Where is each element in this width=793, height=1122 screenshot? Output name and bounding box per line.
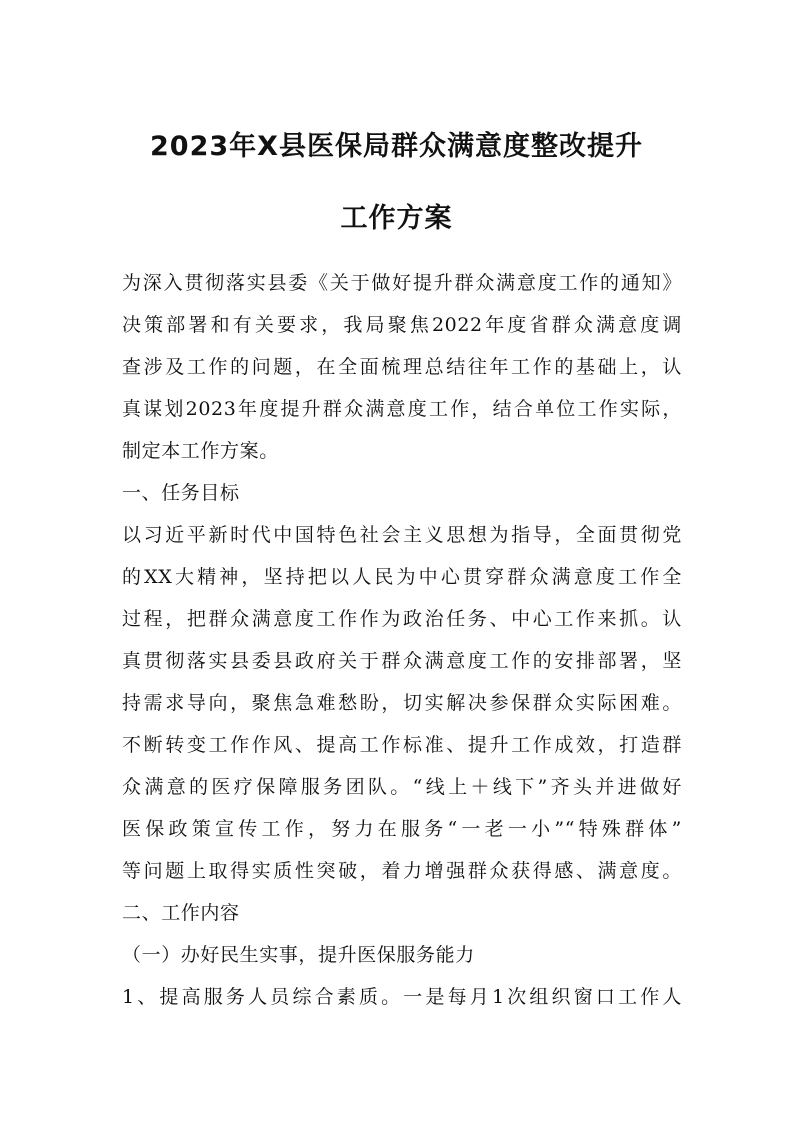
paragraph-line: 以习近平新时代中国特色社会主义思想为指导，全面贯彻党	[122, 524, 682, 546]
section-heading: 二、工作内容	[122, 902, 240, 924]
paragraph-line: 的XX大精神，坚持把以人民为中心贯穿群众满意度工作全	[122, 566, 682, 588]
paragraph-line: 不断转变工作作风、提高工作标准、提升工作成效，打造群	[122, 734, 682, 756]
document-title-line1: 2023年X县医保局群众满意度整改提升	[150, 131, 643, 162]
section-heading: 一、任务目标	[122, 482, 240, 504]
paragraph-line: 1、提高服务人员综合素质。一是每月1次组织窗口工作人	[122, 986, 682, 1008]
paragraph-line: 持需求导向，聚焦急难愁盼，切实解决参保群众实际困难。	[122, 692, 682, 714]
paragraph-line: 真贯彻落实县委县政府关于群众满意度工作的安排部署，坚	[122, 650, 682, 672]
document-title-line2: 工作方案	[340, 203, 453, 234]
subsection-heading: （一）办好民生实事，提升医保服务能力	[122, 944, 475, 966]
paragraph-line: 为深入贯彻落实县委《关于做好提升群众满意度工作的通知》	[122, 272, 682, 294]
paragraph-line: 决策部署和有关要求，我局聚焦2022年度省群众满意度调	[122, 314, 682, 336]
paragraph-line: 众满意的医疗保障服务团队。“线上＋线下”齐头并进做好	[122, 776, 682, 798]
paragraph-line: 查涉及工作的问题，在全面梳理总结往年工作的基础上，认	[122, 356, 682, 378]
paragraph-line: 制定本工作方案。	[122, 440, 279, 462]
paragraph-line: 真谋划2023年度提升群众满意度工作，结合单位工作实际，	[122, 398, 682, 420]
paragraph-line: 医保政策宣传工作，努力在服务“一老一小”“特殊群体”	[122, 818, 682, 840]
paragraph-line: 过程，把群众满意度工作作为政治任务、中心工作来抓。认	[122, 608, 682, 630]
paragraph-line: 等问题上取得实质性突破，着力增强群众获得感、满意度。	[122, 860, 682, 882]
